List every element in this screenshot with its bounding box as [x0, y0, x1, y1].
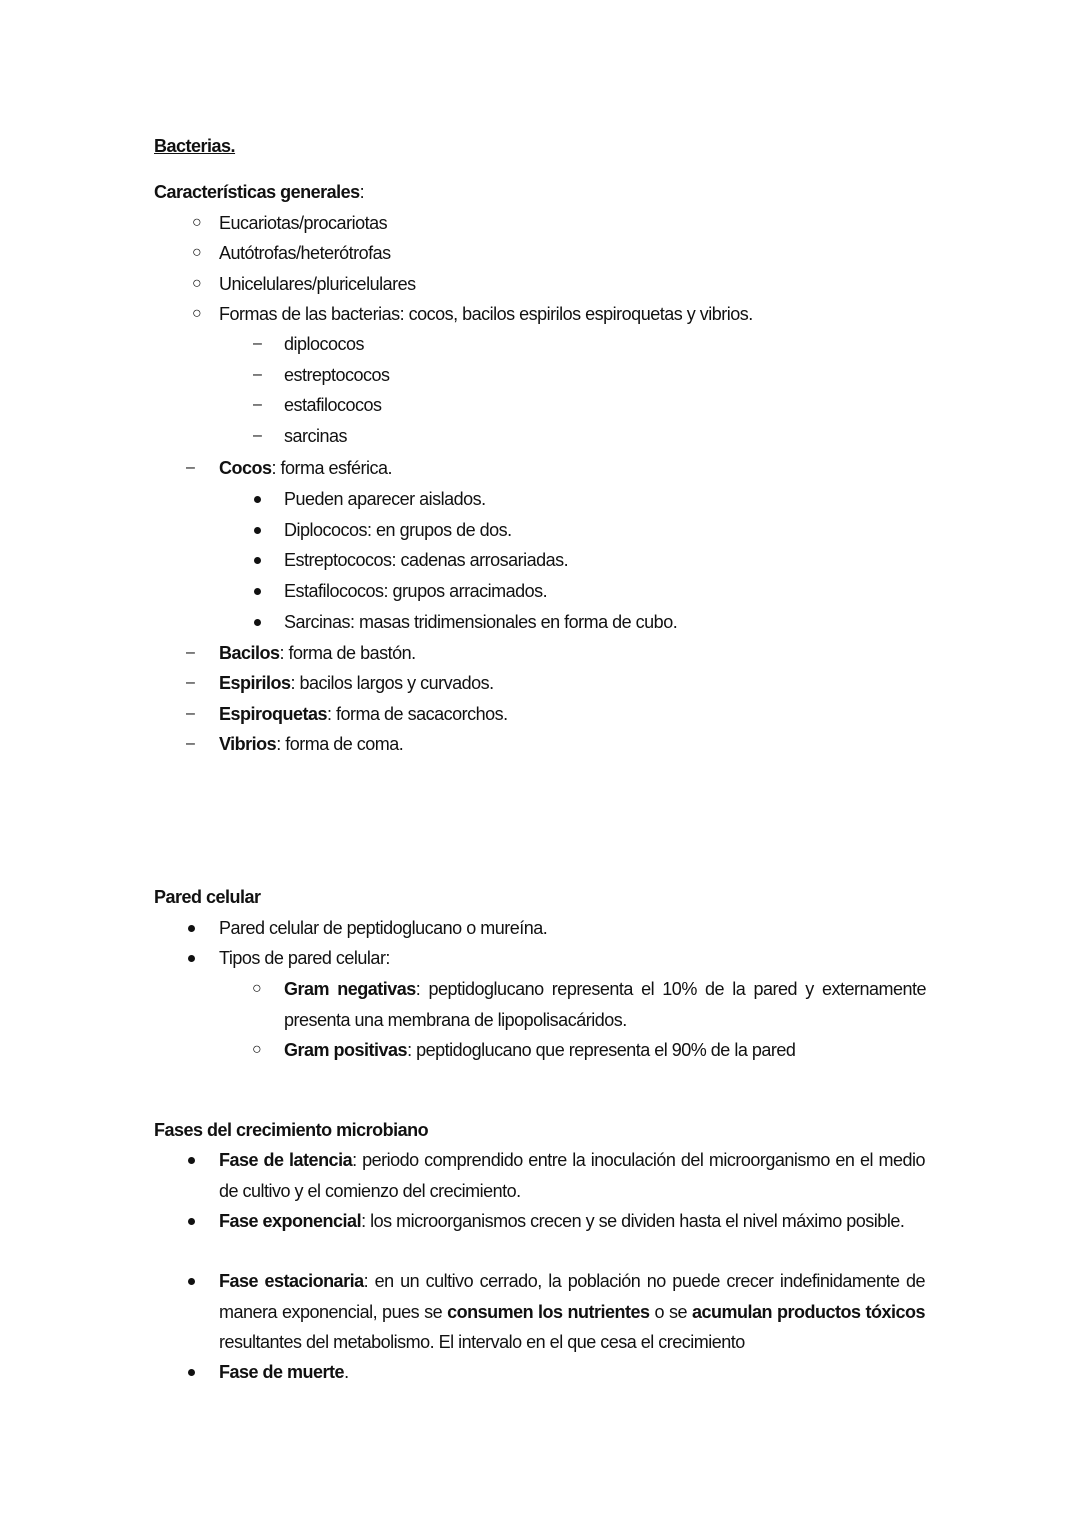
dash-bullet-icon: –: [253, 396, 262, 413]
definition: : peptidoglucano representa el 10% de la pared y externamente presenta una membrana de lipopolisacáridos.: [284, 979, 927, 1030]
term: Fase de muerte: [219, 1362, 345, 1382]
bullet-icon: [254, 527, 261, 534]
list-item: [219, 269, 416, 300]
item-text: : bacilos largos y curvados.: [290, 673, 494, 693]
dash-bullet-icon: –: [253, 427, 262, 444]
list-item: [219, 638, 416, 669]
term: Fase exponencial: [219, 1211, 362, 1231]
list-item: [284, 329, 364, 360]
definition: resultantes del metabolismo. El intervalo en el que cesa el crecimiento: [219, 1332, 745, 1352]
bullet-icon: [188, 1369, 195, 1376]
bullet-icon: [188, 1278, 195, 1285]
dash-bullet-icon: –: [253, 335, 262, 352]
section-heading-caracteristicas: [154, 177, 364, 208]
list-item: [219, 238, 391, 269]
document-title: Bacterias.: [154, 136, 236, 156]
definition: : los microorganismos crecen y se dividen hasta el nivel máximo posible.: [361, 1211, 905, 1231]
section-heading-fases: Fases del crecimiento microbiano: [154, 1120, 429, 1140]
list-item: [284, 390, 382, 421]
list-item: [219, 668, 494, 699]
term: Espirilos: [219, 673, 291, 693]
item-text: Autótrofas/heterótrofas: [219, 243, 391, 263]
dash-bullet-icon: –: [186, 705, 195, 722]
term: Vibrios: [219, 734, 277, 754]
list-item-exponencial: [219, 1206, 925, 1237]
list-item: [284, 607, 677, 638]
bullet-icon: [188, 925, 195, 932]
bullet-icon: [254, 588, 261, 595]
item-text: Unicelulares/pluricelulares: [219, 274, 416, 294]
definition: : peptidoglucano que representa el 90% de la pared: [407, 1040, 796, 1060]
list-item: Pared celular de peptidoglucano o mureína.: [219, 918, 548, 938]
list-item: [284, 545, 568, 576]
bullet-icon: [254, 557, 261, 564]
dash-bullet-icon: –: [186, 459, 195, 476]
list-item: [219, 699, 508, 730]
item-text: : forma de bastón.: [279, 643, 416, 663]
bullet-icon: [188, 955, 195, 962]
term: Gram negativas: [284, 979, 416, 999]
circle-bullet-icon: ○: [192, 275, 202, 292]
list-item: [284, 484, 486, 515]
list-item: [284, 421, 347, 452]
definition: : periodo comprendido entre la inoculación del microorganismo en el medio de cultivo y el comienzo del crecimiento.: [219, 1150, 925, 1201]
item-text: sarcinas: [284, 426, 348, 446]
dash-bullet-icon: –: [186, 644, 195, 661]
item-text: Estafilococos: grupos arracimados.: [284, 581, 548, 601]
list-item: [284, 515, 512, 546]
bullet-icon: [254, 496, 261, 503]
item-text: Formas de las bacterias: cocos, bacilos espirilos espiroquetas y vibrios.: [219, 304, 753, 324]
item-text: : forma esférica.: [271, 458, 393, 478]
circle-bullet-icon: ○: [252, 980, 262, 997]
item-text: Sarcinas: masas tridimensionales en forma de cubo.: [284, 612, 678, 632]
bullet-icon: [188, 1218, 195, 1225]
list-item: [219, 453, 392, 484]
list-item-latencia: [219, 1145, 925, 1206]
item-text: diplococos: [284, 334, 365, 354]
item-text: : forma de sacacorchos.: [327, 704, 508, 724]
section-heading-pared: Pared celular: [154, 887, 261, 907]
bullet-icon: [188, 1157, 195, 1164]
item-text: estreptococos: [284, 365, 390, 385]
bullet-icon: [254, 619, 261, 626]
dash-bullet-icon: –: [186, 674, 195, 691]
item-text: Estreptococos: cadenas arrosariadas.: [284, 550, 569, 570]
emphasis: acumulan productos tóxicos: [692, 1301, 926, 1322]
term: Fase estacionaria: [219, 1271, 364, 1291]
list-item-gram-positivas: [284, 1035, 795, 1066]
term: Fase de latencia: [219, 1150, 353, 1170]
circle-bullet-icon: ○: [192, 244, 202, 261]
definition: o se: [649, 1301, 693, 1322]
item-text: : forma de coma.: [276, 734, 404, 754]
list-item-gram-negativas: [284, 974, 926, 1035]
list-item-muerte: [219, 1357, 349, 1388]
list-item: [219, 299, 753, 330]
definition: : en un cultivo cerrado, la población no puede crecer indefinidamente de manera exponencial, pues se: [219, 1271, 925, 1322]
definition: .: [344, 1362, 349, 1382]
emphasis: consumen los nutrientes: [447, 1301, 650, 1322]
term: Cocos: [219, 458, 272, 478]
circle-bullet-icon: ○: [192, 305, 202, 322]
term: Gram positivas: [284, 1040, 408, 1060]
list-item: Tipos de pared celular:: [219, 948, 390, 968]
list-item: [284, 576, 547, 607]
dash-bullet-icon: –: [186, 735, 195, 752]
dash-bullet-icon: –: [253, 366, 262, 383]
term: Espiroquetas: [219, 704, 328, 724]
list-item-estacionaria: [219, 1266, 925, 1358]
item-text: Eucariotas/procariotas: [219, 213, 388, 233]
item-text: Pueden aparecer aislados.: [284, 489, 486, 509]
heading-colon: :: [359, 182, 365, 202]
list-item: [219, 729, 403, 760]
heading-text: Características generales: [154, 182, 360, 202]
list-item: [284, 360, 390, 391]
item-text: Diplococos: en grupos de dos.: [284, 520, 512, 540]
list-item: [219, 208, 387, 239]
item-text: estafilococos: [284, 395, 382, 415]
term: Bacilos: [219, 643, 280, 663]
circle-bullet-icon: ○: [192, 214, 202, 231]
circle-bullet-icon: ○: [252, 1041, 262, 1058]
